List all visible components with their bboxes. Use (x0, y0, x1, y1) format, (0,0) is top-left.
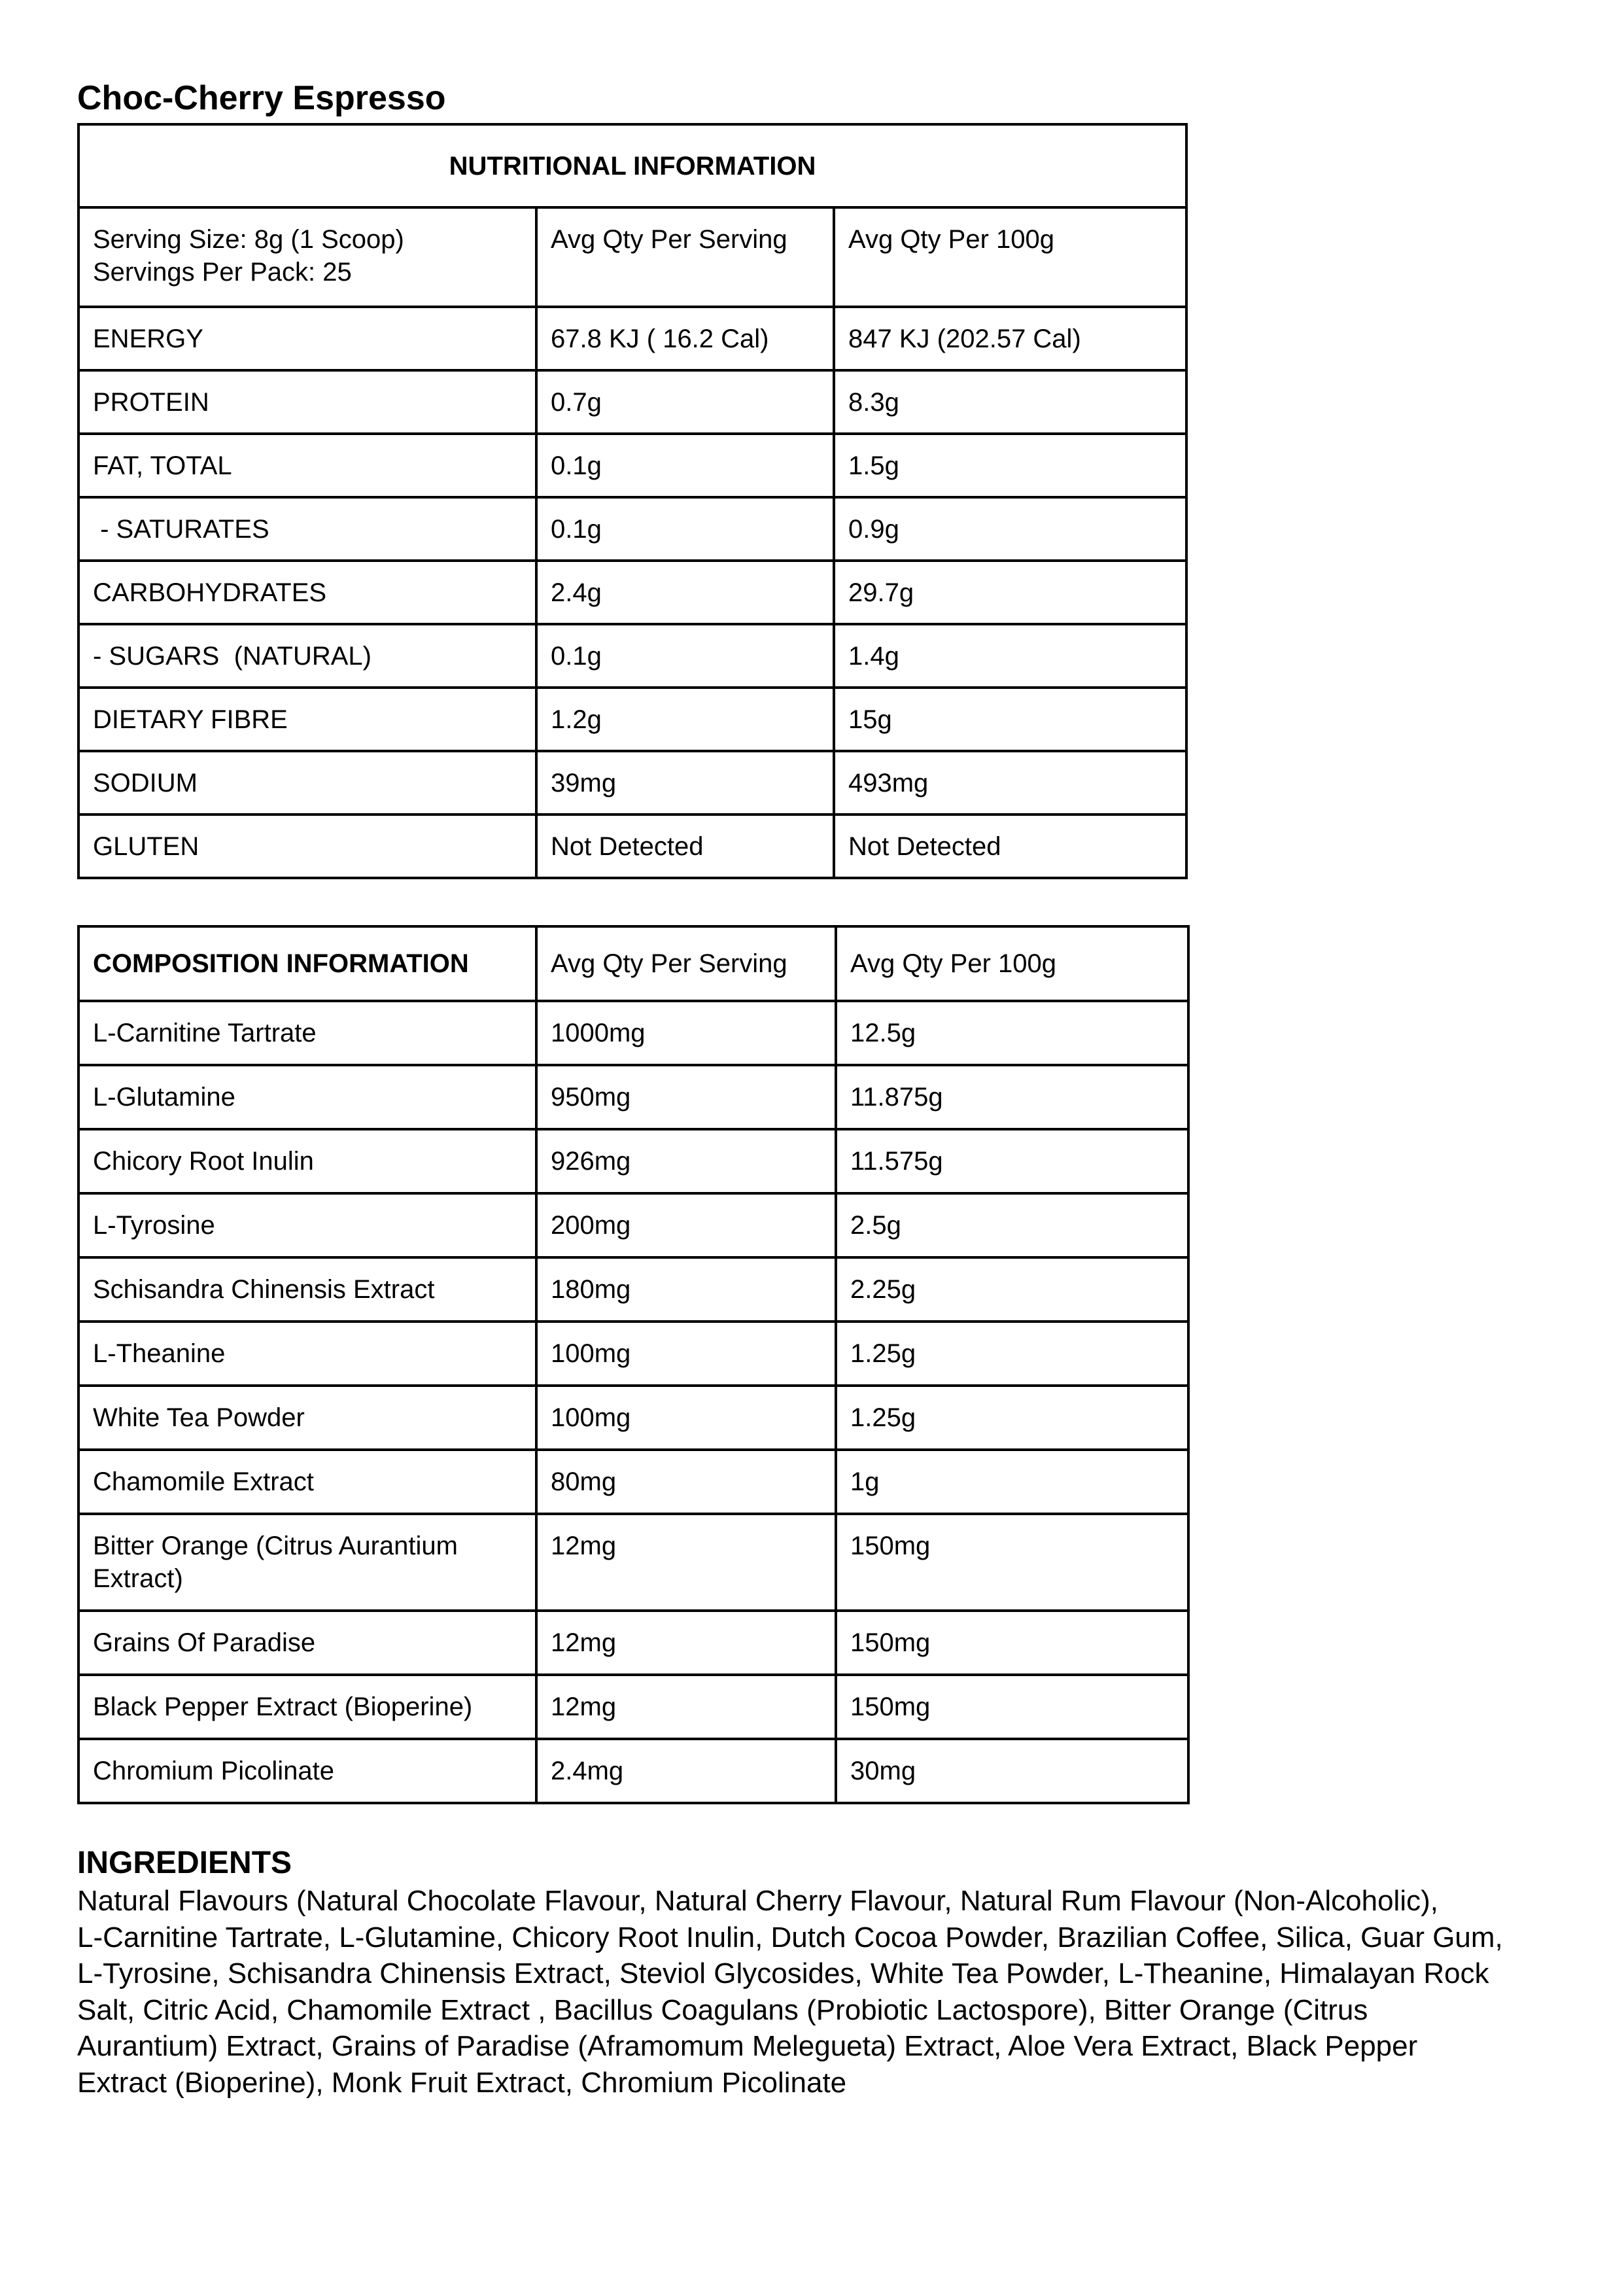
component-per-100g: 1.25g (836, 1322, 1188, 1386)
nutrient-label: - SUGARS (NATURAL) (78, 624, 536, 688)
nutrition-col-per-100g: Avg Qty Per 100g (834, 207, 1186, 307)
nutrient-per-serving: 1.2g (536, 688, 834, 751)
table-row (78, 624, 1186, 688)
component-per-serving: 200mg (536, 1193, 836, 1257)
component-per-serving: 12mg (536, 1611, 836, 1675)
table-row (78, 1450, 1188, 1514)
nutrient-per-100g: 1.5g (834, 434, 1186, 497)
table-row (78, 1257, 1188, 1322)
ingredients-text (77, 1883, 1555, 2101)
nutrition-col-per-serving: Avg Qty Per Serving (536, 207, 834, 307)
product-title: Choc-Cherry Espresso (77, 79, 446, 117)
nutrient-per-serving: 39mg (536, 751, 834, 815)
table-row (78, 561, 1186, 624)
nutrient-per-100g: 15g (834, 688, 1186, 751)
ingredients-line: Extract (Bioperine), Monk Fruit Extract, Chromium Picolinate (77, 2066, 847, 2099)
component-per-serving: 80mg (536, 1450, 836, 1514)
component-per-100g: 2.5g (836, 1193, 1188, 1257)
ingredients-section (77, 1844, 1555, 2101)
component-per-100g: 11.575g (836, 1129, 1188, 1193)
table-row (78, 1386, 1188, 1450)
ingredients-line: Natural Flavours (Natural Chocolate Flavour, Natural Cherry Flavour, Natural Rum Flavour (Non-Alcoholic), (77, 1885, 1438, 1917)
component-per-100g: 30mg (836, 1739, 1188, 1803)
nutrient-per-100g: 8.3g (834, 370, 1186, 434)
component-per-serving: 1000mg (536, 1001, 836, 1065)
component-per-100g: 11.875g (836, 1065, 1188, 1129)
table-row (78, 1739, 1188, 1803)
nutrient-per-100g: 0.9g (834, 497, 1186, 561)
component-per-100g: 150mg (836, 1514, 1188, 1611)
component-per-100g: 150mg (836, 1675, 1188, 1739)
nutrient-label: SODIUM (78, 751, 536, 815)
nutrition-table (77, 123, 1188, 879)
component-label: L-Carnitine Tartrate (78, 1001, 536, 1065)
table-row (78, 434, 1186, 497)
table-row (78, 1065, 1188, 1129)
table-row (78, 1129, 1188, 1193)
composition-col-per-100g: Avg Qty Per 100g (836, 926, 1188, 1001)
nutrient-per-serving: Not Detected (536, 815, 834, 878)
table-row (78, 1001, 1188, 1065)
nutrient-per-100g: Not Detected (834, 815, 1186, 878)
component-per-serving: 12mg (536, 1675, 836, 1739)
nutrient-label: DIETARY FIBRE (78, 688, 536, 751)
composition-title: COMPOSITION INFORMATION (78, 926, 536, 1001)
serving-size: Serving Size: 8g (1 Scoop) (93, 225, 404, 254)
nutrient-per-serving: 67.8 KJ ( 16.2 Cal) (536, 307, 834, 370)
component-label: Bitter Orange (Citrus Aurantium Extract) (78, 1514, 536, 1611)
component-per-serving: 180mg (536, 1257, 836, 1322)
nutrition-title-row (78, 124, 1186, 207)
table-row (78, 1611, 1188, 1675)
component-per-serving: 12mg (536, 1514, 836, 1611)
nutrient-per-serving: 0.7g (536, 370, 834, 434)
component-label: White Tea Powder (78, 1386, 536, 1450)
component-per-100g: 150mg (836, 1611, 1188, 1675)
ingredients-heading: INGREDIENTS (77, 1846, 292, 1880)
nutrient-per-100g: 29.7g (834, 561, 1186, 624)
component-per-serving: 926mg (536, 1129, 836, 1193)
component-label: L-Theanine (78, 1322, 536, 1386)
nutrient-per-serving: 0.1g (536, 624, 834, 688)
table-row (78, 688, 1186, 751)
nutrient-per-100g: 847 KJ (202.57 Cal) (834, 307, 1186, 370)
nutrient-label: ENERGY (78, 307, 536, 370)
ingredients-line: L-Carnitine Tartrate, L-Glutamine, Chicory Root Inulin, Dutch Cocoa Powder, Brazilian Coffee, Silica, Guar Gum, (77, 1921, 1503, 1953)
nutrient-label: GLUTEN (78, 815, 536, 878)
table-row (78, 497, 1186, 561)
nutrient-per-100g: 493mg (834, 751, 1186, 815)
ingredients-line: Aurantium) Extract, Grains of Paradise (Aframomum Melegueta) Extract, Aloe Vera Extract, Black Pepper (77, 2030, 1418, 2062)
component-per-100g: 12.5g (836, 1001, 1188, 1065)
component-per-serving: 950mg (536, 1065, 836, 1129)
component-label: Chamomile Extract (78, 1450, 536, 1514)
component-label: Schisandra Chinensis Extract (78, 1257, 536, 1322)
component-label: Grains Of Paradise (78, 1611, 536, 1675)
nutrition-title: NUTRITIONAL INFORMATION (78, 124, 1186, 207)
component-label: L-Tyrosine (78, 1193, 536, 1257)
ingredients-line: Salt, Citric Acid, Chamomile Extract , Bacillus Coagulans (Probiotic Lactospore), Bitter Orange (Citrus (77, 1993, 1368, 2026)
table-row (78, 815, 1186, 878)
component-label: Black Pepper Extract (Bioperine) (78, 1675, 536, 1739)
nutrient-per-100g: 1.4g (834, 624, 1186, 688)
nutrient-label: - SATURATES (78, 497, 536, 561)
nutrient-label: PROTEIN (78, 370, 536, 434)
servings-per-pack: Servings Per Pack: 25 (93, 258, 352, 287)
component-label: L-Glutamine (78, 1065, 536, 1129)
table-row (78, 370, 1186, 434)
composition-header-row (78, 926, 1188, 1001)
table-row (78, 1675, 1188, 1739)
serving-info-cell (78, 207, 536, 307)
component-per-100g: 1g (836, 1450, 1188, 1514)
component-per-serving: 2.4mg (536, 1739, 836, 1803)
nutrient-per-serving: 0.1g (536, 434, 834, 497)
nutrient-label: CARBOHYDRATES (78, 561, 536, 624)
component-label: Chicory Root Inulin (78, 1129, 536, 1193)
nutrient-per-serving: 0.1g (536, 497, 834, 561)
component-label: Chromium Picolinate (78, 1739, 536, 1803)
component-per-100g: 2.25g (836, 1257, 1188, 1322)
table-row (78, 1322, 1188, 1386)
composition-table (77, 925, 1190, 1804)
component-per-100g: 1.25g (836, 1386, 1188, 1450)
table-row (78, 1193, 1188, 1257)
composition-col-per-serving: Avg Qty Per Serving (536, 926, 836, 1001)
table-row (78, 307, 1186, 370)
nutrient-per-serving: 2.4g (536, 561, 834, 624)
table-row (78, 1514, 1188, 1611)
nutrient-label: FAT, TOTAL (78, 434, 536, 497)
table-row (78, 751, 1186, 815)
component-per-serving: 100mg (536, 1386, 836, 1450)
nutrition-header-row (78, 207, 1186, 307)
component-per-serving: 100mg (536, 1322, 836, 1386)
ingredients-line: L-Tyrosine, Schisandra Chinensis Extract, Steviol Glycosides, White Tea Powder, L-Theanine, Himalayan Rock (77, 1957, 1489, 1989)
